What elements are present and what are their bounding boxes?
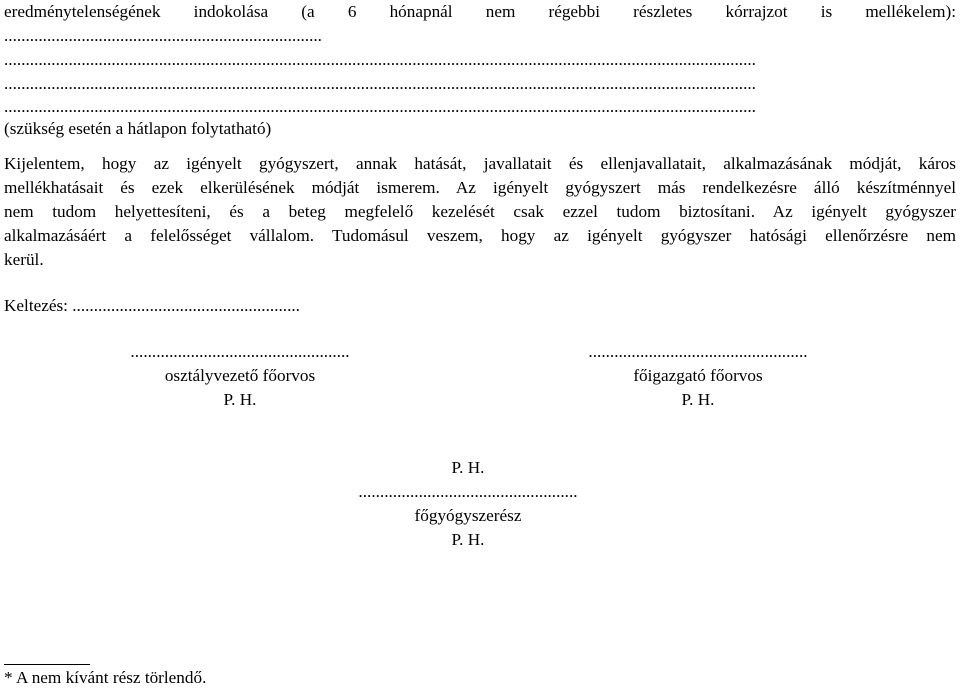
dotted-line: ............................................................................................................................................................................... — [4, 50, 756, 69]
stamp-placeholder-pharmacist: P. H. — [451, 530, 485, 549]
footnote: * A nem kívánt rész törlendő. — [4, 668, 207, 687]
signature-dots: ................................................... — [130, 342, 350, 361]
continuation-note: (szükség esetén a hátlapon folytatható) — [4, 119, 272, 138]
declaration-line: Kijelentem, hogy az igényelt gyógyszert, annak hatását, javallatait és ellenjavallatait, alkalmazásának módját, káros — [4, 154, 956, 173]
declaration-last-line: kerül. — [4, 250, 44, 269]
declaration-line: mellékhatásait és ezek elkerülésének módját ismerem. Az igényelt gyógyszert más rendelkezésre álló készítménnyel — [4, 178, 956, 197]
stamp-placeholder-pharmacist-top: P. H. — [451, 458, 485, 477]
stamp-placeholder-right: P. H. — [681, 390, 715, 409]
signature-line-right — [578, 342, 818, 362]
signature-line-pharmacist — [348, 482, 588, 502]
signature-dots: ................................................... — [588, 342, 808, 361]
justification-line: eredménytelenségének indokolása (a 6 hónapnál nem régebbi részletes kórrajzot is mellékelem): — [4, 2, 956, 21]
signature-line-left — [120, 342, 360, 362]
dotted-line: .......................................................................... — [4, 26, 322, 45]
dotted-line: ............................................................................................................................................................................... — [4, 74, 756, 93]
stamp-placeholder-left: P. H. — [223, 390, 257, 409]
dating-field: Keltezés: ..................................................... — [4, 296, 300, 315]
declaration-line: nem tudom helyettesíteni, és a beteg megfelelő kezelését csak ezzel tudom biztosítani. Az igényelt gyógyszer — [4, 202, 956, 221]
declaration-line: alkalmazásáért a felelősséget vállalom. Tudomásul veszem, hogy az igényelt gyógyszer hatósági ellenőrzésre nem — [4, 226, 956, 245]
signature-title-pharmacist: főgyógyszerész — [414, 506, 522, 525]
signature-dots: ................................................... — [358, 482, 578, 501]
signature-title-left: osztályvezető főorvos — [164, 366, 316, 385]
dotted-line: ............................................................................................................................................................................... — [4, 97, 756, 116]
footnote-separator — [4, 664, 90, 665]
signature-title-right: főigazgató főorvos — [633, 366, 763, 385]
